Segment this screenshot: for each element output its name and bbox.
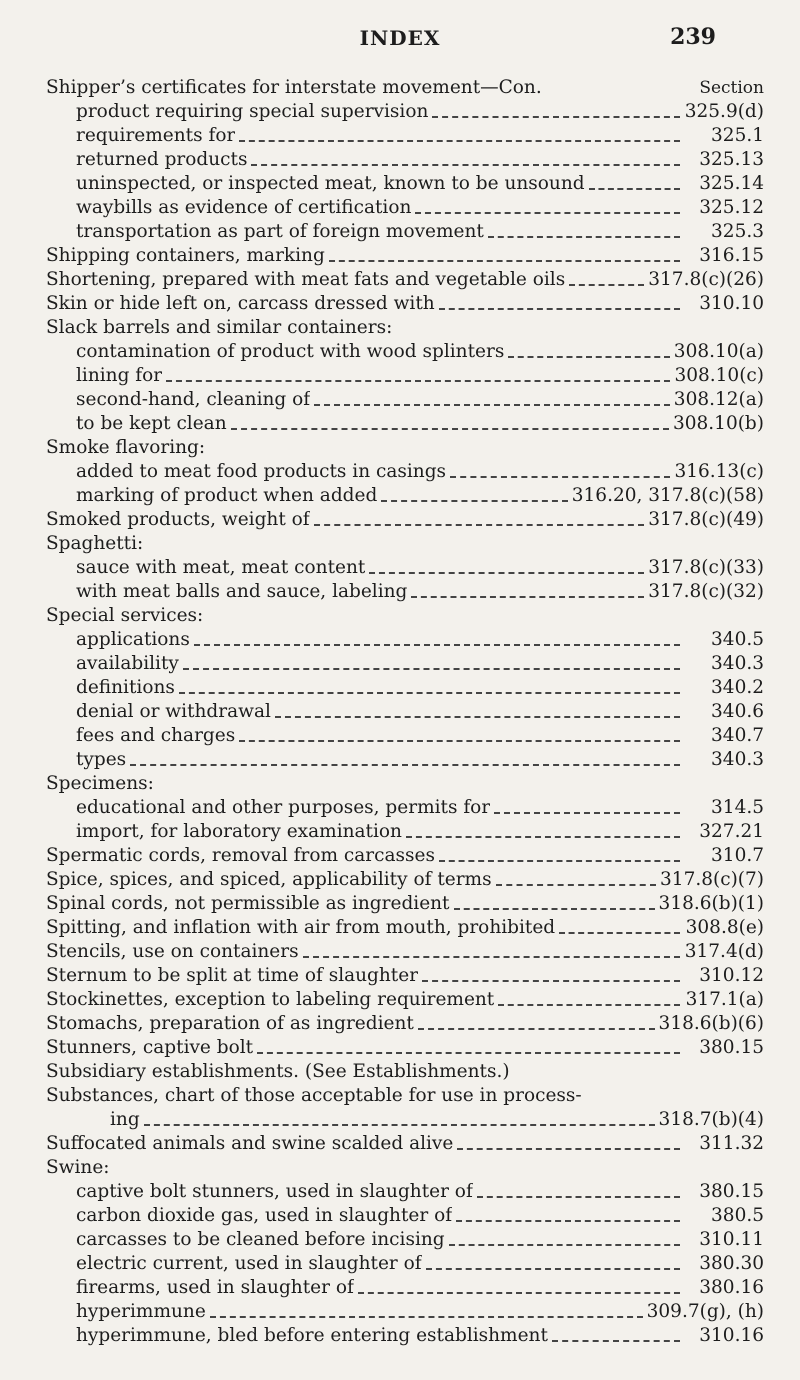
section-reference: 310.12 bbox=[699, 965, 764, 986]
entry-text: captive bolt stunners, used in slaughter of bbox=[76, 1181, 473, 1202]
dot-leader bbox=[239, 740, 680, 742]
section-reference: 317.1(a) bbox=[685, 989, 764, 1010]
page-header-title: INDEX bbox=[359, 26, 441, 50]
entry-text: Smoked products, weight of bbox=[46, 509, 310, 530]
section-reference: 317.8(c)(26) bbox=[648, 269, 764, 290]
dot-leader bbox=[275, 716, 680, 718]
dot-leader bbox=[381, 500, 567, 502]
dot-leader bbox=[144, 1124, 655, 1126]
index-subentry bbox=[46, 1276, 764, 1300]
index-entry bbox=[46, 508, 764, 532]
index-entry bbox=[46, 316, 764, 340]
index-entry bbox=[46, 940, 764, 964]
dot-leader bbox=[406, 836, 680, 838]
index-subentry bbox=[46, 340, 764, 364]
index-subentry bbox=[46, 124, 764, 148]
section-reference: 380.16 bbox=[699, 1277, 764, 1298]
dot-leader bbox=[210, 1316, 643, 1318]
section-reference: 380.15 bbox=[699, 1037, 764, 1058]
index-entry bbox=[46, 916, 764, 940]
section-reference: 310.16 bbox=[699, 1325, 764, 1346]
index-subentry bbox=[46, 796, 764, 820]
index-subentry bbox=[46, 1252, 764, 1276]
section-reference: 340.7 bbox=[711, 725, 764, 746]
section-reference: 318.6(b)(1) bbox=[658, 893, 764, 914]
index-entry bbox=[46, 1132, 764, 1156]
index-entry bbox=[46, 1036, 764, 1060]
entry-text: Stockinettes, exception to labeling requirement bbox=[46, 989, 495, 1010]
index-subentry bbox=[46, 412, 764, 436]
entry-text: Spermatic cords, removal from carcasses bbox=[46, 845, 435, 866]
entry-text: lining for bbox=[76, 365, 163, 386]
index-subentry bbox=[46, 172, 764, 196]
dot-leader bbox=[369, 572, 644, 574]
index-subentry bbox=[46, 724, 764, 748]
entry-text: waybills as evidence of certification bbox=[76, 197, 412, 218]
entry-text: fees and charges bbox=[76, 725, 236, 746]
index-subentry bbox=[46, 484, 764, 508]
section-reference: 308.10(b) bbox=[672, 413, 764, 434]
section-reference: 380.15 bbox=[699, 1181, 764, 1202]
entry-text: with meat balls and sauce, labeling bbox=[76, 581, 408, 602]
section-reference: 310.10 bbox=[699, 293, 764, 314]
dot-leader bbox=[454, 908, 655, 910]
index-entry bbox=[46, 604, 764, 628]
dot-leader bbox=[130, 764, 680, 766]
entry-text: hyperimmune bbox=[76, 1301, 206, 1322]
index-subentry bbox=[46, 676, 764, 700]
dot-leader bbox=[303, 956, 680, 958]
index-subentry bbox=[46, 1204, 764, 1228]
entry-text: requirements for bbox=[76, 125, 236, 146]
index-subentry bbox=[46, 100, 764, 124]
entry-text: Suffocated animals and swine scalded alive bbox=[46, 1133, 454, 1154]
index-entry bbox=[46, 988, 764, 1012]
section-column-label: Section bbox=[699, 78, 764, 98]
dot-leader bbox=[411, 596, 644, 598]
index-subentry bbox=[46, 628, 764, 652]
entry-text: hyperimmune, bled before entering establishment bbox=[76, 1325, 548, 1346]
entry-text: electric current, used in slaughter of bbox=[76, 1253, 422, 1274]
index-subentry bbox=[46, 556, 764, 580]
index-subentry bbox=[46, 700, 764, 724]
entry-text: Special services: bbox=[46, 605, 204, 626]
section-reference: 325.14 bbox=[699, 173, 764, 194]
dot-leader bbox=[415, 212, 680, 214]
entry-text: Stomachs, preparation of as ingredient bbox=[46, 1013, 414, 1034]
index-subentry bbox=[46, 388, 764, 412]
section-reference: 340.3 bbox=[711, 749, 764, 770]
index-subentry bbox=[46, 1180, 764, 1204]
entry-text: educational and other purposes, permits for bbox=[76, 797, 491, 818]
index-subentry bbox=[46, 580, 764, 604]
section-reference: 308.12(a) bbox=[673, 389, 764, 410]
dot-leader bbox=[589, 188, 680, 190]
entry-list bbox=[46, 100, 764, 1348]
index-entry bbox=[46, 1060, 764, 1084]
dot-leader bbox=[432, 116, 680, 118]
index-entry bbox=[46, 436, 764, 460]
dot-leader bbox=[477, 1196, 680, 1198]
index-subentry bbox=[46, 820, 764, 844]
dot-leader bbox=[251, 164, 680, 166]
dot-leader bbox=[488, 236, 680, 238]
dot-leader bbox=[569, 284, 644, 286]
section-reference: 317.8(c)(32) bbox=[648, 581, 764, 602]
entry-text: Stencils, use on containers bbox=[46, 941, 299, 962]
dot-leader bbox=[314, 404, 670, 406]
index-subentry bbox=[46, 1108, 764, 1132]
dot-leader bbox=[457, 1148, 680, 1150]
dot-leader bbox=[231, 428, 669, 430]
index-entry bbox=[46, 1012, 764, 1036]
index-entry bbox=[46, 292, 764, 316]
index-subentry bbox=[46, 652, 764, 676]
entry-text: sauce with meat, meat content bbox=[76, 557, 366, 578]
section-reference: 316.15 bbox=[699, 245, 764, 266]
section-reference: 318.6(b)(6) bbox=[658, 1013, 764, 1034]
section-reference: 325.12 bbox=[699, 197, 764, 218]
dot-leader bbox=[183, 668, 680, 670]
dot-leader bbox=[179, 692, 680, 694]
entry-text: import, for laboratory examination bbox=[76, 821, 402, 842]
dot-leader bbox=[449, 1244, 680, 1246]
dot-leader bbox=[239, 140, 680, 142]
entry-text: carcasses to be cleaned before incising bbox=[76, 1229, 445, 1250]
entry-text: Spice, spices, and spiced, applicability of terms bbox=[46, 869, 492, 890]
index-entry bbox=[46, 268, 764, 292]
section-reference: 340.6 bbox=[711, 701, 764, 722]
section-reference: 316.20, 317.8(c)(58) bbox=[571, 485, 764, 506]
entry-text: Substances, chart of those acceptable for use in process- bbox=[46, 1085, 582, 1106]
index-entry bbox=[46, 892, 764, 916]
section-reference: 308.10(a) bbox=[673, 341, 764, 362]
section-reference: 325.1 bbox=[711, 125, 764, 146]
index-entry bbox=[46, 868, 764, 892]
dot-leader bbox=[450, 476, 670, 478]
entry-text: uninspected, or inspected meat, known to be unsound bbox=[76, 173, 585, 194]
dot-leader bbox=[422, 980, 680, 982]
dot-leader bbox=[166, 380, 670, 382]
section-reference: 314.5 bbox=[711, 797, 764, 818]
entry-text: Sternum to be split at time of slaughter bbox=[46, 965, 419, 986]
section-reference: 317.8(c)(33) bbox=[648, 557, 764, 578]
dot-leader bbox=[559, 932, 680, 934]
entry-text: Spaghetti: bbox=[46, 533, 144, 554]
entry-text: firearms, used in slaughter of bbox=[76, 1277, 354, 1298]
dot-leader bbox=[439, 860, 680, 862]
continued-heading-text: Shipper’s certificates for interstate movement—Con. bbox=[46, 77, 542, 98]
index-entry bbox=[46, 244, 764, 268]
entry-text: Shipping containers, marking bbox=[46, 245, 325, 266]
section-reference: 308.10(c) bbox=[674, 365, 764, 386]
dot-leader bbox=[426, 1268, 680, 1270]
entry-text: Swine: bbox=[46, 1157, 110, 1178]
index-entry bbox=[46, 532, 764, 556]
entry-text: added to meat food products in casings bbox=[76, 461, 447, 482]
section-reference: 311.32 bbox=[699, 1133, 764, 1154]
entry-text: product requiring special supervision bbox=[76, 101, 429, 122]
dot-leader bbox=[194, 644, 680, 646]
section-reference: 317.4(d) bbox=[684, 941, 764, 962]
index-entry bbox=[46, 1084, 764, 1108]
entry-text: Shortening, prepared with meat fats and vegetable oils bbox=[46, 269, 566, 290]
section-reference: 325.9(d) bbox=[684, 101, 764, 122]
entry-text: returned products bbox=[76, 149, 248, 170]
index-entry bbox=[46, 964, 764, 988]
section-reference: 317.8(c)(49) bbox=[648, 509, 764, 530]
dot-leader bbox=[456, 1220, 680, 1222]
section-reference: 327.21 bbox=[699, 821, 764, 842]
section-reference: 310.7 bbox=[711, 845, 764, 866]
entry-text: transportation as part of foreign movement bbox=[76, 221, 484, 242]
entry-text: contamination of product with wood splinters bbox=[76, 341, 505, 362]
index-subentry bbox=[46, 364, 764, 388]
index-entries bbox=[46, 76, 764, 1348]
dot-leader bbox=[329, 260, 680, 262]
section-reference: 380.30 bbox=[699, 1253, 764, 1274]
dot-leader bbox=[418, 1028, 655, 1030]
entry-text: Stunners, captive bolt bbox=[46, 1037, 254, 1058]
dot-leader bbox=[358, 1292, 680, 1294]
index-subentry bbox=[46, 1228, 764, 1252]
dot-leader bbox=[552, 1340, 680, 1342]
section-reference: 310.11 bbox=[699, 1229, 764, 1250]
dot-leader bbox=[314, 524, 645, 526]
entry-text: types bbox=[76, 749, 127, 770]
section-reference: 309.7(g), (h) bbox=[646, 1301, 764, 1322]
index-subentry bbox=[46, 1300, 764, 1324]
page-number: 239 bbox=[670, 24, 716, 50]
entry-text: denial or withdrawal bbox=[76, 701, 271, 722]
dot-leader bbox=[496, 884, 656, 886]
section-reference: 340.5 bbox=[711, 629, 764, 650]
entry-text: Smoke flavoring: bbox=[46, 437, 206, 458]
entry-text: definitions bbox=[76, 677, 175, 698]
entry-text: carbon dioxide gas, used in slaughter of bbox=[76, 1205, 453, 1226]
index-entry bbox=[46, 772, 764, 796]
section-reference: 316.13(c) bbox=[674, 461, 764, 482]
section-reference: 325.3 bbox=[711, 221, 764, 242]
continued-heading bbox=[46, 76, 764, 100]
dot-leader bbox=[494, 812, 680, 814]
section-reference: 380.5 bbox=[711, 1205, 764, 1226]
section-reference: 318.7(b)(4) bbox=[658, 1109, 764, 1130]
section-reference: 340.3 bbox=[711, 653, 764, 674]
dot-leader bbox=[439, 308, 680, 310]
dot-leader bbox=[508, 356, 669, 358]
entry-text: to be kept clean bbox=[76, 413, 227, 434]
dot-leader bbox=[257, 1052, 680, 1054]
index-subentry bbox=[46, 196, 764, 220]
entry-text: availability bbox=[76, 653, 179, 674]
section-reference: 308.8(e) bbox=[685, 917, 764, 938]
entry-text: Specimens: bbox=[46, 773, 154, 794]
index-subentry bbox=[46, 748, 764, 772]
section-reference: 325.13 bbox=[699, 149, 764, 170]
index-subentry bbox=[46, 148, 764, 172]
entry-text: Slack barrels and similar containers: bbox=[46, 317, 393, 338]
index-entry bbox=[46, 844, 764, 868]
index-subentry bbox=[46, 1324, 764, 1348]
index-entry bbox=[46, 1156, 764, 1180]
entry-text: second-hand, cleaning of bbox=[76, 389, 311, 410]
entry-text: Skin or hide left on, carcass dressed with bbox=[46, 293, 435, 314]
section-reference: 340.2 bbox=[711, 677, 764, 698]
index-subentry bbox=[46, 220, 764, 244]
entry-text: Spinal cords, not permissible as ingredient bbox=[46, 893, 450, 914]
entry-text: Spitting, and inflation with air from mouth, prohibited bbox=[46, 917, 556, 938]
entry-text: Subsidiary establishments. (See Establishments.) bbox=[46, 1061, 510, 1082]
entry-text: ing bbox=[110, 1109, 140, 1130]
index-subentry bbox=[46, 460, 764, 484]
entry-text: applications bbox=[76, 629, 190, 650]
dot-leader bbox=[498, 1004, 680, 1006]
entry-text: marking of product when added bbox=[76, 485, 378, 506]
section-reference: 317.8(c)(7) bbox=[660, 869, 764, 890]
